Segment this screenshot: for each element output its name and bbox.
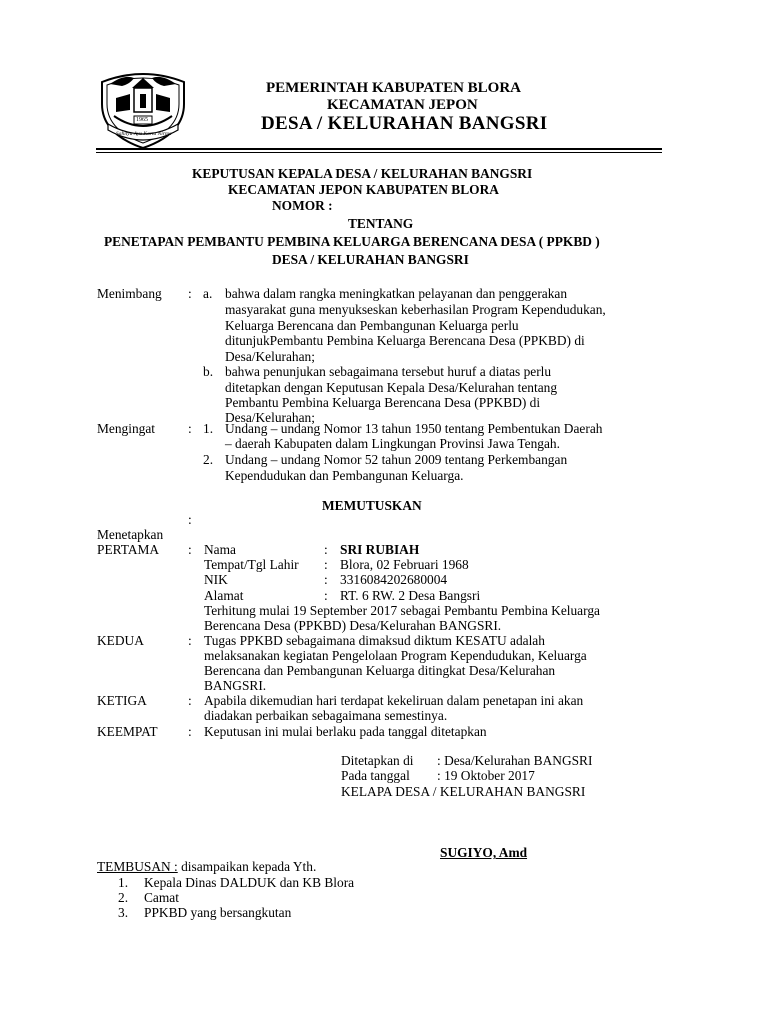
keempat-colon: : (188, 724, 192, 739)
pertama-colon: : (188, 542, 192, 557)
ditetapkan-label: Ditetapkan di (341, 753, 414, 768)
nik-label: NIK (204, 572, 228, 587)
kedua-label: KEDUA (97, 633, 144, 648)
logo-motto: Sahitya Ayu Karta Nirma (116, 131, 172, 137)
tembusan-item: PPKBD yang bersangkutan (144, 905, 292, 920)
title-keputusan: KEPUTUSAN KEPALA DESA / KELURAHAN BANGSRI (192, 166, 533, 181)
menimbang-a-line: ditunjukPembantu Pembina Keluarga Berencana Desa (PPKBD) di (225, 333, 585, 348)
jabatan: KELAPA DESA / KELURAHAN BANGSRI (341, 784, 586, 799)
mengingat-2-line: Kependudukan dan Pembangunan Keluarga. (225, 468, 464, 483)
ketiga-line: diadakan perbaikan sebagaimana semestinya. (204, 708, 448, 723)
menimbang-a-line: Desa/Kelurahan; (225, 349, 315, 364)
menimbang-a-line: Keluarga Berencana dan Pembangunan Keluarga perlu (225, 318, 519, 333)
tembusan-item-num: 3. (118, 905, 129, 920)
title-tentang: TENTANG (348, 216, 414, 231)
tanggal-value: : 19 Oktober 2017 (437, 768, 535, 783)
mengingat-2-marker: 2. (203, 452, 214, 467)
tembusan-item-num: 2. (118, 890, 129, 905)
nama-value: SRI RUBIAH (340, 542, 420, 557)
menimbang-b-line: ditetapkan dengan Keputusan Kepala Desa/Kelurahan tentang (225, 380, 558, 395)
signatory-name: SUGIYO, Amd (440, 845, 528, 860)
nik-value: 3316084202680004 (340, 572, 448, 587)
tembusan-heading (97, 859, 316, 875)
menetapkan-colon: : (188, 512, 192, 527)
tembusan-intro: disampaikan kepada Yth. (177, 859, 317, 874)
mengingat-1-line: Undang – undang Nomor 13 tahun 1950 tentang Pembentukan Daerah (225, 421, 603, 436)
mengingat-1-marker: 1. (203, 421, 214, 436)
menimbang-b-line: Desa/Kelurahan; (225, 410, 315, 425)
menimbang-label: Menimbang (97, 286, 162, 301)
kedua-colon: : (188, 633, 192, 648)
alamat-label: Alamat (204, 588, 244, 603)
ketiga-line: Apabila dikemudian hari terdapat kekeliruan dalam penetapan ini akan (204, 693, 584, 708)
mengingat-colon: : (188, 421, 192, 436)
ttl-colon: : (324, 557, 328, 572)
regency-logo (94, 64, 192, 150)
mengingat-label: Mengingat (97, 421, 156, 436)
menimbang-b-line: Pembantu Pembina Keluarga Berencana Desa (PPKBD) di (225, 395, 541, 410)
memutuskan-heading: MEMUTUSKAN (322, 498, 422, 513)
kedua-line: Tugas PPKBD sebagaimana dimaksud diktum KESATU adalah (204, 633, 545, 648)
tembusan-item-num: 1. (118, 875, 129, 890)
logo-year: 1965 (136, 117, 148, 123)
kop-pemerintah: PEMERINTAH KABUPATEN BLORA (266, 80, 522, 96)
ttl-value: Blora, 02 Februari 1968 (340, 557, 469, 572)
menimbang-a-line: masyarakat guna menyukseskan keberhasilan Program Kependudukan, (225, 302, 606, 317)
menimbang-a-line: bahwa dalam rangka meningkatkan pelayanan dan penggerakan (225, 286, 568, 301)
menimbang-a-marker: a. (203, 286, 213, 301)
title-kecamatan: KECAMATAN JEPON KABUPATEN BLORA (228, 182, 499, 197)
kedua-line: BANGSRI. (204, 678, 267, 693)
tanggal-label: Pada tanggal (341, 768, 410, 783)
nama-label: Nama (204, 542, 236, 557)
nik-colon: : (324, 572, 328, 587)
title-penetapan: PENETAPAN PEMBANTU PEMBINA KELUARGA BERENCANA DESA ( PPKBD ) (104, 234, 600, 249)
alamat-value: RT. 6 RW. 2 Desa Bangsri (340, 588, 481, 603)
kop-desa: DESA / KELURAHAN BANGSRI (261, 113, 548, 134)
tembusan-item: Camat (144, 890, 179, 905)
ketiga-label: KETIGA (97, 693, 147, 708)
ttl-label: Tempat/Tgl Lahir (204, 557, 299, 572)
keempat-line: Keputusan ini mulai berlaku pada tanggal ditetapkan (204, 724, 487, 739)
title-desa: DESA / KELURAHAN BANGSRI (272, 252, 469, 267)
menimbang-b-marker: b. (203, 364, 214, 379)
pertama-note-line: Terhitung mulai 19 September 2017 sebagai Pembantu Pembina Keluarga (204, 603, 600, 618)
menimbang-colon: : (188, 286, 192, 301)
ditetapkan-value: : Desa/Kelurahan BANGSRI (437, 753, 593, 768)
header-rule-thin (96, 152, 662, 153)
header-rule-thick (96, 148, 662, 150)
menetapkan-label: Menetapkan (97, 527, 164, 542)
pertama-label: PERTAMA (97, 542, 160, 557)
title-nomor: NOMOR : (272, 198, 333, 213)
mengingat-2-line: Undang – undang Nomor 52 tahun 2009 tentang Perkembangan (225, 452, 568, 467)
nama-colon: : (324, 542, 328, 557)
menimbang-b-line: bahwa penunjukan sebagaimana tersebut huruf a diatas perlu (225, 364, 552, 379)
kop-kecamatan: KECAMATAN JEPON (327, 97, 478, 113)
kedua-line: melaksanakan kegiatan Pengelolaan Program Kependudukan, Keluarga (204, 648, 587, 663)
pertama-note-line: Berencana Desa (PPKBD) Desa/Kelurahan BANGSRI. (204, 618, 502, 633)
alamat-colon: : (324, 588, 328, 603)
ketiga-colon: : (188, 693, 192, 708)
kedua-line: Berencana dan Pembangunan Keluarga ditingkat Desa/Kelurahan (204, 663, 556, 678)
keempat-label: KEEMPAT (97, 724, 158, 739)
mengingat-1-line: – daerah Kabupaten dalam Lingkungan Provinsi Jawa Tengah. (225, 436, 560, 451)
tembusan-item: Kepala Dinas DALDUK dan KB Blora (144, 875, 355, 890)
tembusan-label: TEMBUSAN : (97, 859, 178, 874)
